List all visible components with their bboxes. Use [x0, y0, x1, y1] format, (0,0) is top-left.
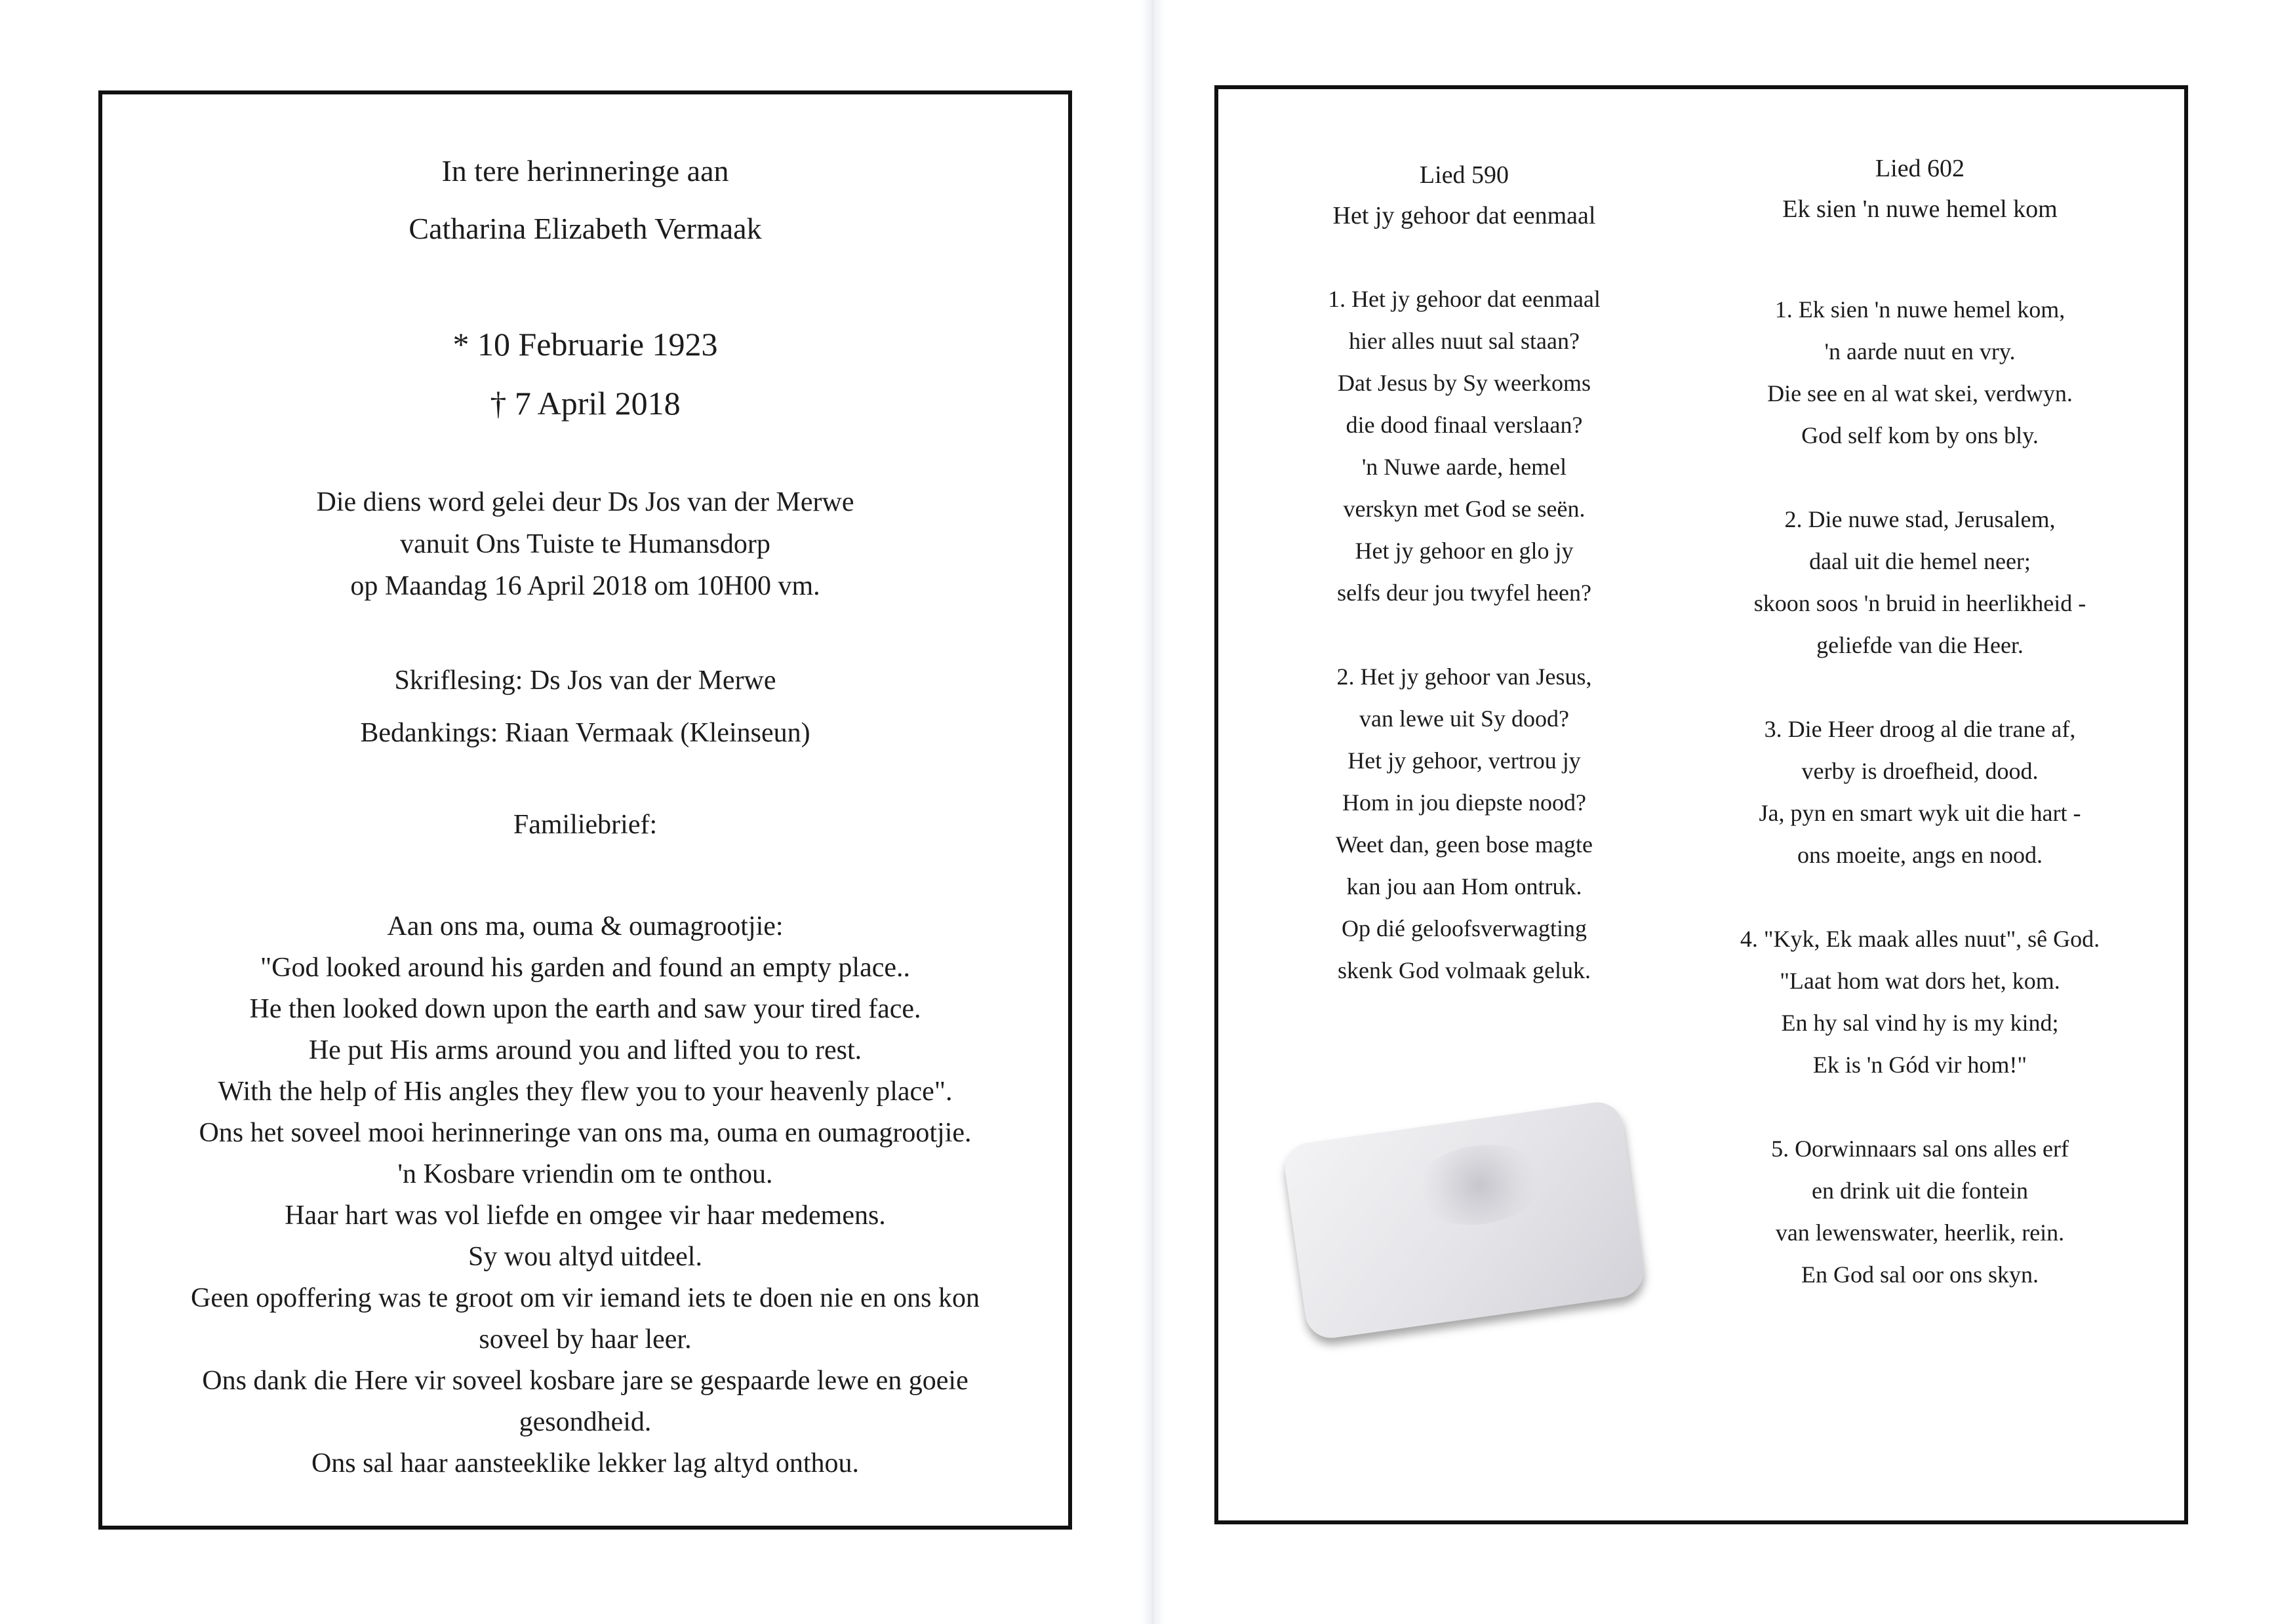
letter-line: He then looked down upon the earth and saw your tired face.	[249, 994, 921, 1024]
verse-line: En God sal oor ons skyn.	[1801, 1261, 2039, 1288]
letter-line: Haar hart was vol liefde en omgee vir haar medemens.	[285, 1200, 886, 1231]
hymn-title: Ek sien 'n nuwe hemel kom	[1782, 195, 2058, 223]
left-page	[98, 90, 1072, 1530]
verse-line: skenk God volmaak geluk.	[1338, 957, 1591, 983]
hymn-number: Lied 602	[1875, 155, 1965, 182]
death-date: † 7 April 2018	[490, 385, 681, 422]
thanks-line: Bedankings: Riaan Vermaak (Kleinseun)	[360, 718, 810, 748]
letter-line: With the help of His angles they flew you to your heavenly place".	[218, 1077, 953, 1107]
deceased-name: Catharina Elizabeth Vermaak	[409, 212, 762, 245]
hymn-title: Het jy gehoor dat eenmaal	[1332, 202, 1596, 229]
memorial-heading: In tere herinneringe aan	[441, 154, 729, 188]
birth-date: * 10 Februarie 1923	[452, 326, 718, 363]
verse-line: Ek is 'n Gód vir hom!"	[1812, 1052, 2027, 1078]
verse-line: 1. Het jy gehoor dat eenmaal	[1328, 286, 1601, 312]
verse-line: en drink uit die fontein	[1812, 1178, 2028, 1204]
letter-line: soveel by haar leer.	[479, 1324, 692, 1355]
verse-line: 3. Die Heer droog al die trane af,	[1764, 716, 2076, 742]
letter-line: Ons sal haar aansteeklike lekker lag altyd onthou.	[311, 1448, 860, 1478]
verse-line: 'n aarde nuut en vry.	[1824, 338, 2016, 365]
verse-line: 2. Het jy gehoor van Jesus,	[1336, 663, 1592, 690]
verse-line: Die see en al wat skei, verdwyn.	[1767, 380, 2073, 406]
family-letter-heading: Familiebrief:	[513, 810, 658, 840]
verse-line: skoon soos 'n bruid in heerlikheid -	[1753, 590, 2086, 616]
verse-line: Het jy gehoor, vertrou jy	[1347, 747, 1581, 774]
verse-line: 1. Ek sien 'n nuwe hemel kom,	[1774, 296, 2066, 323]
service-line: op Maandag 16 April 2018 om 10H00 vm.	[350, 571, 820, 601]
letter-line: Aan ons ma, ouma & oumagrootjie:	[387, 911, 784, 941]
verse-line: verskyn met God se seën.	[1343, 496, 1586, 522]
verse-line: kan jou aan Hom ontruk.	[1346, 873, 1582, 900]
hymn-590-column	[1241, 155, 1687, 991]
rose-image	[1408, 1137, 1549, 1233]
verse-line: van lewe uit Sy dood?	[1359, 705, 1569, 732]
scripture-reading: Skriflesing: Ds Jos van der Merwe	[394, 665, 776, 696]
letter-line: Ons het soveel mooi herinneringe van ons ma, ouma en oumagrootjie.	[199, 1118, 972, 1148]
page-fold	[1141, 0, 1165, 1624]
verse-line: Het jy gehoor en glo jy	[1355, 538, 1574, 564]
letter-line: Sy wou altyd uitdeel.	[468, 1242, 702, 1272]
verse-line: Weet dan, geen bose magte	[1336, 831, 1593, 858]
service-line: Die diens word gelei deur Ds Jos van der Merwe	[316, 487, 854, 517]
verse-line: daal uit die hemel neer;	[1809, 548, 2031, 574]
right-page	[1214, 85, 2188, 1524]
verse-line: van lewenswater, heerlik, rein.	[1775, 1219, 2065, 1246]
verse-line: Ja, pyn en smart wyk uit die hart -	[1759, 800, 2081, 826]
verse-line: verby is droefheid, dood.	[1801, 758, 2039, 784]
service-line: vanuit Ons Tuiste te Humansdorp	[400, 529, 770, 559]
letter-line: "God looked around his garden and found an empty place..	[260, 953, 911, 983]
verse-line: 4. "Kyk, Ek maak alles nuut", sê God.	[1740, 926, 2100, 952]
verse-line: 'n Nuwe aarde, hemel	[1361, 454, 1567, 480]
verse-line: Dat Jesus by Sy weerkoms	[1338, 370, 1591, 396]
verse-line: selfs deur jou twyfel heen?	[1337, 580, 1591, 606]
letter-line: He put His arms around you and lifted you to rest.	[308, 1035, 862, 1065]
verse-line: ons moeite, angs en nood.	[1797, 842, 2043, 868]
hymn-number: Lied 590	[1419, 161, 1509, 189]
verse-line: Hom in jou diepste nood?	[1342, 789, 1586, 816]
hymn-602-column	[1697, 148, 2143, 1296]
verse-line: "Laat hom wat dors het, kom.	[1780, 968, 2060, 994]
verse-line: Op dié geloofsverwagting	[1342, 915, 1587, 941]
verse-line: 5. Oorwinnaars sal ons alles erf	[1771, 1136, 2069, 1162]
letter-line: gesondheid.	[519, 1407, 652, 1437]
verse-line: God self kom by ons bly.	[1801, 422, 2039, 448]
letter-line: 'n Kosbare vriendin om te onthou.	[397, 1159, 773, 1189]
letter-line: Ons dank die Here vir soveel kosbare jare se gespaarde lewe en goeie	[202, 1366, 968, 1396]
memorial-photo	[1282, 1099, 1647, 1341]
verse-line: die dood finaal verslaan?	[1346, 412, 1583, 438]
verse-line: geliefde van die Heer.	[1816, 632, 2024, 658]
letter-line: Geen opoffering was te groot om vir iemand iets te doen nie en ons kon	[191, 1283, 980, 1313]
verse-line: 2. Die nuwe stad, Jerusalem,	[1784, 506, 2056, 532]
verse-line: En hy sal vind hy is my kind;	[1781, 1010, 2059, 1036]
verse-line: hier alles nuut sal staan?	[1349, 328, 1580, 354]
